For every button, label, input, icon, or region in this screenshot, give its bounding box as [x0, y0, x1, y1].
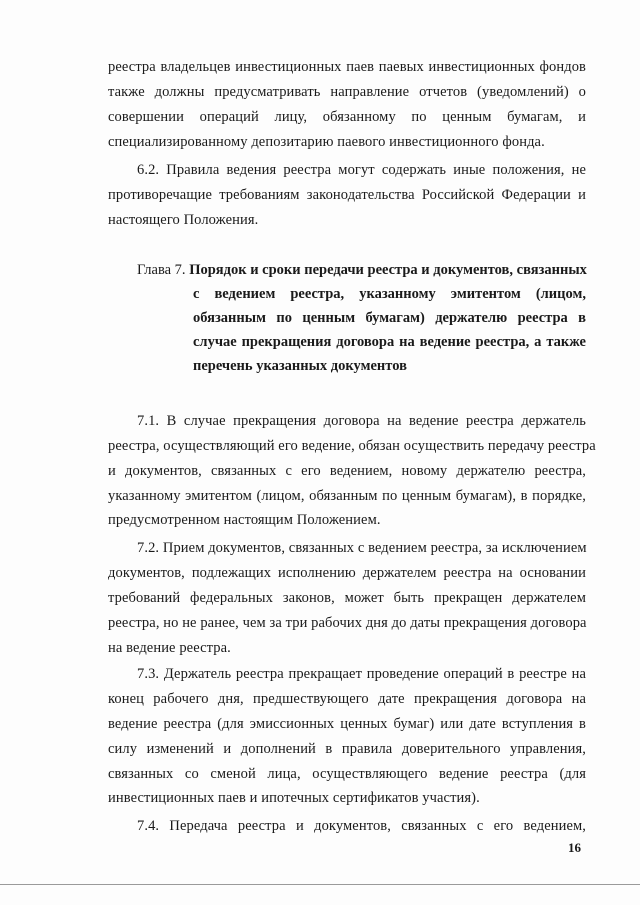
text-line: инвестиционных паев и ипотечных сертификатов участия).: [108, 790, 480, 806]
text-line: указанному эмитентом (лицом, обязанным по ценным бумагам), в порядке,: [108, 488, 586, 504]
text-line: 7.2. Прием документов, связанных с ведением реестра, за исключением: [137, 540, 587, 556]
chapter-title-line: обязанным по ценным бумагам) держателю реестра в: [193, 310, 586, 326]
text-line: силу изменений и дополнений в правила доверительного управления,: [108, 741, 586, 757]
text-line: реестра, но не ранее, чем за три рабочих дня до даты прекращения договора: [108, 615, 587, 631]
text-line: также должны предусматривать направление отчетов (уведомлений) о: [108, 84, 586, 100]
text-line: на ведение реестра.: [108, 640, 231, 656]
chapter-title-line: с ведением реестра, указанному эмитентом (лицом,: [193, 286, 586, 302]
text-line: настоящего Положения.: [108, 212, 259, 228]
text-line: реестра, осуществляющий его ведение, обязан осуществить передачу реестра: [108, 438, 596, 454]
text-line: требований федеральных законов, может быть прекращен держателем: [108, 590, 586, 606]
text-line: 7.4. Передача реестра и документов, связанных с его ведением,: [137, 818, 586, 834]
chapter-heading: [137, 261, 586, 279]
text-line: 6.2. Правила ведения реестра могут содержать иные положения, не: [137, 162, 586, 178]
text-line: совершении операций лицу, обязанному по ценным бумагам, и: [108, 109, 586, 125]
chapter-title-line: перечень указанных документов: [193, 358, 407, 374]
text-line: и документов, связанных с его ведением, новому держателю реестра,: [108, 463, 586, 479]
text-line: конец рабочего дня, предшествующего дате прекращения договора на: [108, 691, 586, 707]
text-line: противоречащие требованиям законодательства Российской Федерации и: [108, 187, 586, 203]
text-line: реестра владельцев инвестиционных паев паевых инвестиционных фондов: [108, 59, 586, 75]
text-line: связанных со сменой лица, осуществляющего ведение реестра (для: [108, 766, 586, 782]
page-number: 16: [568, 840, 581, 855]
text-line: специализированному депозитарию паевого инвестиционного фонда.: [108, 134, 545, 150]
text-line: предусмотренном настоящим Положением.: [108, 512, 381, 528]
text-line: 7.3. Держатель реестра прекращает проведение операций в реестре на: [137, 666, 586, 682]
chapter-label: Глава 7.: [137, 262, 186, 278]
text-line: 7.1. В случае прекращения договора на ведение реестра держатель: [137, 413, 586, 429]
chapter-title-line: Порядок и сроки передачи реестра и документов, связанных: [189, 262, 587, 278]
scan-edge-line: [0, 884, 640, 885]
text-line: документов, подлежащих исполнению держателем реестра на основании: [108, 565, 586, 581]
chapter-title-line: случае прекращения договора на ведение реестра, а также: [193, 334, 586, 350]
text-line: ведение реестра (для эмиссионных ценных бумаг) или дате вступления в: [108, 716, 586, 732]
